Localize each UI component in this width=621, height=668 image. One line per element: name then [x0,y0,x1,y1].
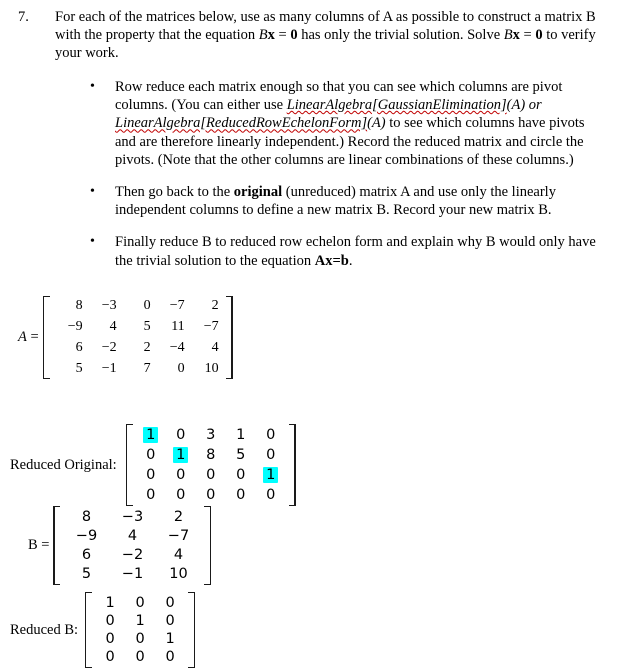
matrix-cell: 7 [143,361,151,376]
matrix-cell: 1 [135,613,145,629]
bullet-3-segment-2: . [348,252,353,269]
reduced-b-right-bracket [188,592,195,668]
matrix-cell: 10 [204,361,219,376]
bullet-1-segment-3: to see which columns have pivots and are therefore linearly independent.) Record the reduced matrix and circle the pivots. (Note that the other columns are linear combinations of these columns.) [115,115,585,168]
matrix-cell: 1 [105,595,115,611]
matrix-cell: 0 [266,427,276,443]
instruction-bullet-list [0,78,621,284]
matrix-cell [256,466,286,484]
matrix-cell: 6 [81,547,92,563]
matrix-cell: 0 [176,467,186,483]
matrix-cell: −3 [121,509,144,525]
bullet-2-bold-original: original [233,184,283,201]
matrix-cell: −1 [101,361,117,376]
matrix-a-block [18,296,233,379]
equation-1-matrix-b: B [258,27,268,44]
matrix-cell: 0 [146,487,156,503]
matrix-cell: 4 [109,319,117,334]
matrix-a-right-bracket [226,296,233,379]
matrix-cell [166,446,196,464]
problem-text-part-1: For each of the matrices below, use as many columns of A as possible to construct a matrix B with the property that the equation [55,9,596,44]
matrix-cell: 0 [236,467,246,483]
matrix-reduced-b [85,592,195,668]
matrix-cell: 0 [135,595,145,611]
matrix-b-name: B [28,537,38,553]
matrix-cell: −7 [203,319,219,334]
matrix-cell [136,426,166,444]
matrix-b-right-bracket [204,506,211,585]
reduced-original-right-bracket [289,424,296,506]
matrix-cell: 0 [105,613,115,629]
bullet-2-segment-1: Then go back to the [115,184,234,201]
maple-command-rref-argument: (A) [367,115,386,132]
matrix-a-equals: = [30,329,39,345]
matrix-cell: 2 [173,509,184,525]
reduced-b-block [10,592,195,668]
matrix-cell: 5 [81,566,92,582]
matrix-cell: 0 [146,447,156,463]
equation-1-vector-x: x [267,27,275,44]
bullet-2-segment-2: (unreduced) matrix A and use only the linearly independent columns to define a new matrix B. Record your new matrix B. [115,184,556,219]
matrix-b-block [28,506,211,585]
matrix-b-equals: = [41,537,50,553]
matrix-cell: 0 [236,487,246,503]
problem-number: 7. [18,9,29,25]
matrix-cell: 2 [143,340,151,355]
pivot-highlight: 1 [173,447,188,463]
equation-2-zero-vector: 0 [535,27,543,44]
matrix-cell: 0 [177,361,185,376]
equation-1-equals: = [274,27,291,44]
matrix-cell: 0 [165,649,175,665]
bullet-item-reduce-b [0,233,621,269]
bullet-3-segment-1: Finally reduce B to reduced row echelon form and explain why B would only have the trivial solution to the equation [115,234,596,269]
bullet-text-row-reduce [115,78,621,169]
matrix-cell: 5 [75,361,83,376]
bullet-item-original-matrix [0,183,621,219]
matrix-reduced-original [126,424,296,506]
matrix-b-left-bracket [53,506,60,585]
matrix-cell: −7 [167,528,190,544]
maple-command-gaussian-argument: (A) [506,97,526,114]
matrix-cell: 4 [173,547,184,563]
problem-row [0,8,621,63]
matrix-cell: 6 [75,340,83,355]
bullet-marker-icon: • [90,184,95,200]
maple-command-reduced-row-echelon-form: LinearAlgebra[ReducedRowEchelonForm] [115,115,368,132]
bullet-1-segment-2: or [525,97,542,114]
matrix-cell: −3 [101,298,117,313]
reduced-original-left-bracket [126,424,133,506]
matrix-cell: 5 [143,319,151,334]
bullet-marker-icon: • [90,79,95,94]
matrix-cell: −9 [67,319,83,334]
matrix-a-label [18,329,43,346]
matrix-cell: 1 [236,427,246,443]
equation-2-vector-x: x [512,27,520,44]
matrix-cell: −7 [169,298,185,313]
matrix-cell: −1 [121,566,144,582]
matrix-cell: 0 [176,427,186,443]
bullet-item-row-reduce [0,78,621,169]
matrix-cell: 0 [135,631,145,647]
bullet-marker-icon: • [90,234,95,250]
matrix-cell: 11 [171,319,185,334]
bullet-text-reduce-b [115,233,621,269]
matrix-cell: −9 [75,528,98,544]
matrix-b-label [28,537,53,554]
matrix-b-grid [60,506,204,585]
matrix-cell: 5 [236,447,246,463]
reduced-b-left-bracket [85,592,92,668]
matrix-cell: 4 [211,340,219,355]
problem-body [55,8,621,63]
matrix-cell: 0 [146,467,156,483]
matrix-cell: 3 [206,427,216,443]
bullet-1-segment-1: Row reduce each matrix enough so that you can see which columns are pivot columns. (You can either use [115,79,563,114]
equation-2-matrix-b: B [503,27,513,44]
reduced-original-block [10,424,296,506]
equation-1-zero-vector: 0 [290,27,298,44]
matrix-cell: 0 [165,595,175,611]
matrix-cell: 0 [266,487,276,503]
matrix-cell: 4 [127,528,138,544]
matrix-cell: 8 [81,509,92,525]
pivot-highlight: 1 [143,427,158,443]
matrix-cell: 0 [206,467,216,483]
matrix-a-left-bracket [43,296,50,379]
matrix-cell: 2 [211,298,219,313]
problem-statement [0,8,621,63]
matrix-cell: 0 [105,649,115,665]
matrix-b [53,506,211,585]
matrix-cell: 0 [143,298,151,313]
bullet-text-original-matrix [115,183,621,219]
bullet-3-bold-equation-axb: Ax=b [314,252,349,269]
problem-text-part-2: has only the trivial solution. Solve [297,27,504,44]
pivot-highlight: 1 [263,467,278,483]
matrix-cell: 0 [135,649,145,665]
matrix-cell: 0 [176,487,186,503]
reduced-b-grid [92,592,188,668]
matrix-a [43,296,233,379]
equation-2-equals: = [519,27,536,44]
matrix-cell: −4 [169,340,185,355]
maple-command-gaussian-elimination: LinearAlgebra[GaussianElimination] [286,97,507,114]
matrix-cell: 8 [75,298,83,313]
matrix-cell: −2 [121,547,144,563]
reduced-original-label: Reduced Original: [10,456,117,473]
matrix-cell: 0 [266,447,276,463]
matrix-cell: 8 [206,447,216,463]
matrix-cell: 0 [165,613,175,629]
matrix-cell: 0 [206,487,216,503]
matrix-a-name: A [18,329,27,345]
reduced-b-label: Reduced B: [10,621,79,638]
matrix-cell: 1 [165,631,175,647]
matrix-cell: 0 [105,631,115,647]
matrix-a-grid [50,296,226,379]
problem-text-part-3: to verify your work. [55,27,596,62]
matrix-cell: 10 [169,566,188,582]
matrix-cell: −2 [101,340,117,355]
reduced-original-grid [133,424,289,506]
